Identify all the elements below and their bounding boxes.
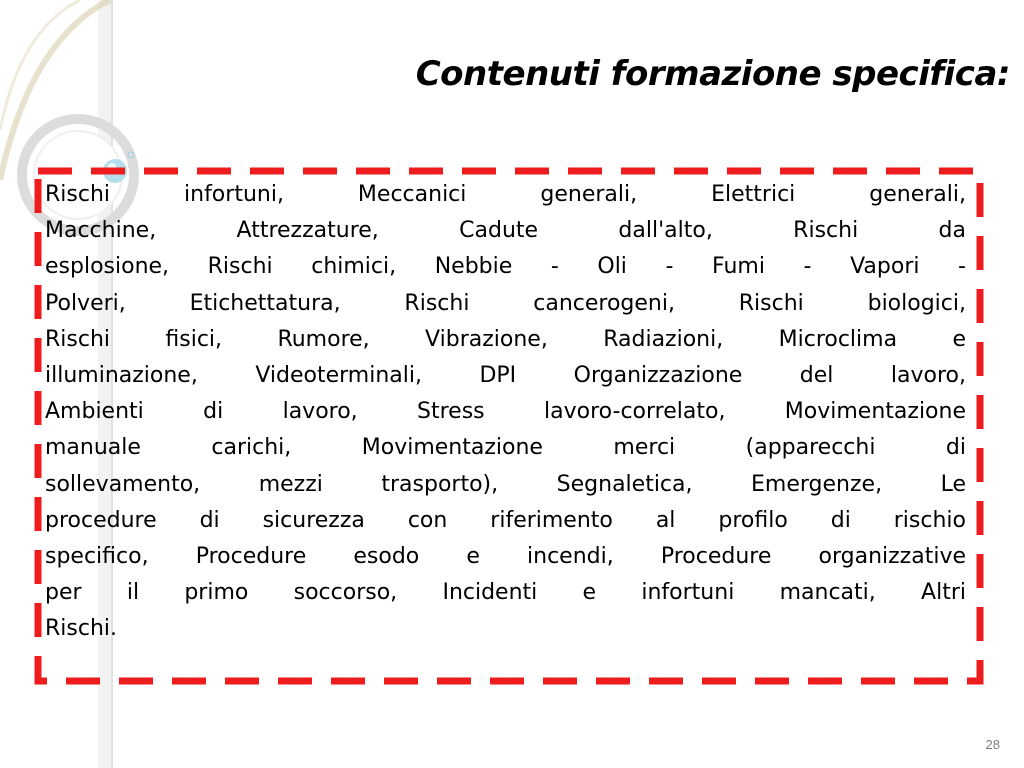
text-line: procedure di sicurezza con riferimento al profilo di rischio — [45, 507, 966, 533]
text-line: illuminazione, Videoterminali, DPI Organizzazione del lavoro, — [45, 362, 966, 388]
text-line: Macchine, Attrezzature, Cadute dall'alto, Rischi da — [45, 218, 966, 244]
text-line: esplosione, Rischi chimici, Nebbie - Oli - Fumi - Vapori - — [45, 254, 966, 280]
page-number: 28 — [985, 737, 1000, 752]
content-text — [45, 177, 966, 647]
text-line: Rischi. — [45, 616, 118, 642]
text-line: sollevamento, mezzi trasporto), Segnaletica, Emergenze, Le — [45, 471, 966, 497]
text-line: per il primo soccorso, Incidenti e infortuni mancati, Altri — [45, 580, 966, 606]
text-line: specifico, Procedure esodo e incendi, Procedure organizzative — [45, 543, 966, 569]
slide-title: Contenuti formazione specifica: — [415, 54, 1010, 94]
text-line: Polveri, Etichettatura, Rischi cancerogeni, Rischi biologici, — [45, 290, 966, 316]
text-line: Rischi fisici, Rumore, Vibrazione, Radiazioni, Microclima e — [45, 326, 966, 352]
text-line: Ambienti di lavoro, Stress lavoro-correlato, Movimentazione — [45, 399, 966, 425]
text-line: manuale carichi, Movimentazione merci (apparecchi di — [45, 435, 966, 461]
text-line: Rischi infortuni, Meccanici generali, Elettrici generali, — [45, 182, 966, 207]
